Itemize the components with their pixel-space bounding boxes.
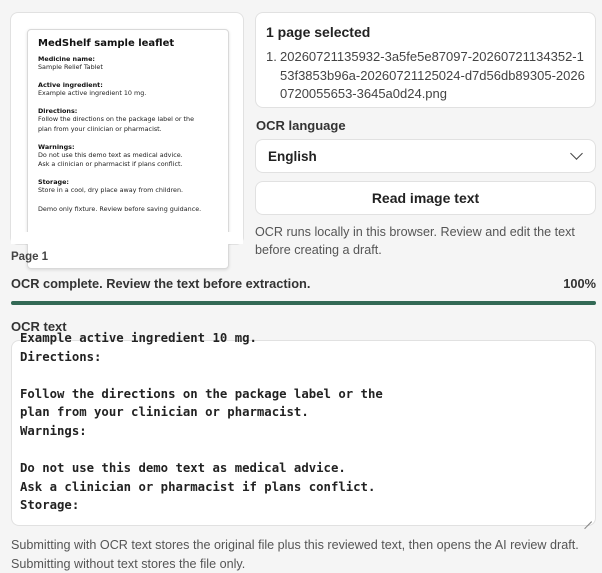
chevron-down-icon [570, 147, 583, 160]
ocr-text-label: OCR text [11, 319, 67, 334]
leaflet-title: MedShelf sample leaflet [38, 38, 175, 49]
ocr-status-row [11, 276, 596, 291]
ocr-language-value: English [268, 148, 317, 164]
ocr-status-percent: 100% [563, 276, 596, 291]
ocr-progress-bar [11, 301, 596, 305]
leaflet-section-text: Ask a clinician or pharmacist if plans conflict. [38, 160, 183, 169]
ocr-text-content: Example active ingredient 10 mg. Directions: Follow the directions on the package label or the plan from your clinician or pharmacist. Warnings: Do not use this demo text as medical advice. Ask a clinician or pharmacist if plans conflict. Storage: [20, 331, 383, 513]
leaflet-sections [38, 55, 218, 200]
selection-title: 1 page selected [266, 24, 371, 40]
ocr-language-label: OCR language [256, 118, 346, 133]
leaflet-section-label: Medicine name: [38, 55, 95, 63]
submission-note: Submitting with OCR text stores the original file plus this reviewed text, then opens the AI review draft. Submitting without text stores the file only. [11, 538, 579, 571]
file-number: 1. [266, 49, 277, 64]
leaflet-section-text: Do not use this demo text as medical advice. [38, 150, 183, 159]
resize-handle-icon[interactable] [584, 514, 592, 522]
leaflet-section-text: Follow the directions on the package label or the [38, 115, 195, 124]
leaflet-section-label: Directions: [38, 107, 78, 116]
leaflet-cut-line: Demo only fixture. Review before saving guidance. [38, 205, 202, 214]
page-label: Page 1 [11, 251, 49, 263]
leaflet-section-label: Active ingredient: [38, 81, 103, 90]
selected-file-item [266, 48, 585, 104]
leaflet-section-text: Example active ingredient 10 mg. [38, 89, 147, 98]
leaflet-section-text: plan from your clinician or pharmacist. [38, 124, 162, 133]
leaflet-section-label: Storage: [38, 178, 69, 187]
read-image-text-button[interactable]: Read image text [255, 181, 596, 215]
selection-summary [255, 12, 596, 108]
leaflet-section-label: Warnings: [38, 142, 75, 151]
ocr-language-select[interactable] [255, 139, 596, 173]
ocr-note: OCR runs locally in this browser. Review and edit the text before creating a draft. [255, 225, 575, 257]
page-preview-panel [10, 12, 244, 245]
file-name: 20260721135932-3a5fe5e87097-20260721134352-153f3853b96a-20260721125024-d7d56db89305-20260720055653-3645a0d24.png [280, 49, 585, 101]
ocr-progress-fill [11, 301, 596, 305]
leaflet-section-text: Sample Relief Tablet [38, 63, 103, 71]
ocr-text-area[interactable] [11, 331, 596, 526]
preview-bottom-edge [11, 232, 243, 244]
leaflet-section-text: Store in a cool, dry place away from children. [38, 186, 184, 195]
ocr-status-text: OCR complete. Review the text before extraction. [11, 276, 311, 291]
